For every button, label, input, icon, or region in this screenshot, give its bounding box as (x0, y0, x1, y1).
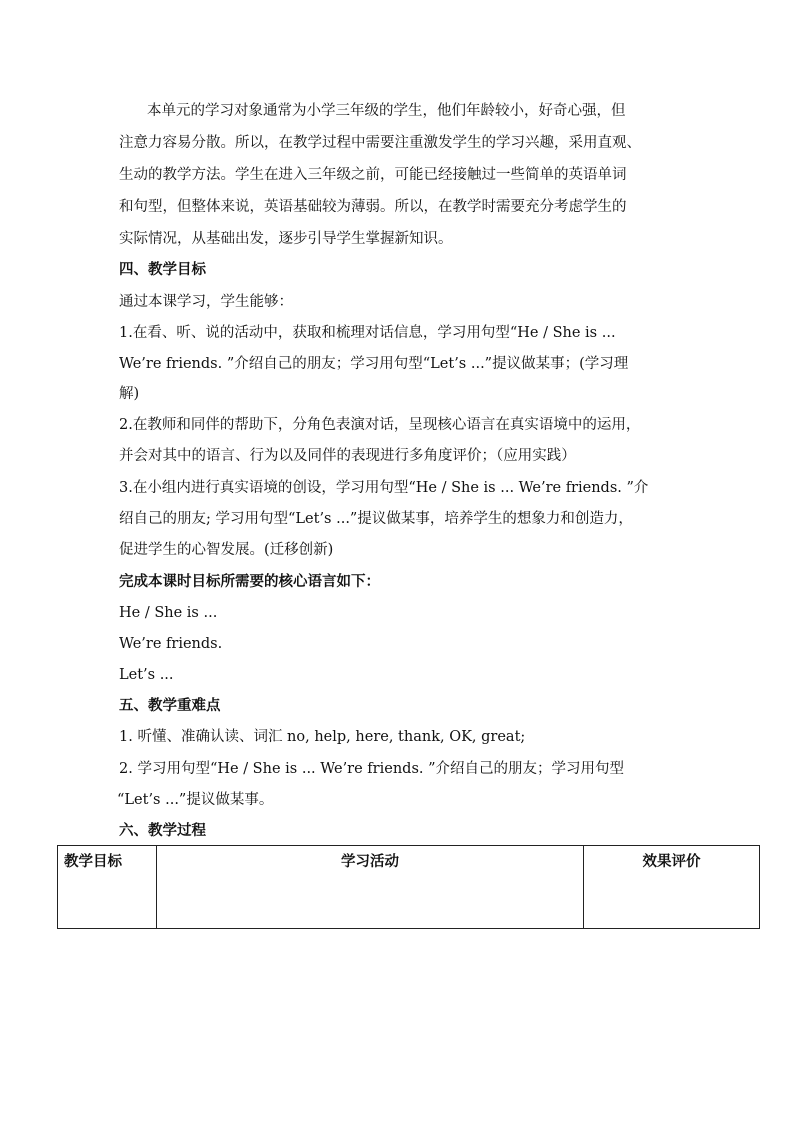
objective-line-3: 解) (119, 386, 140, 402)
objective-line-4: 2.在教师和同伴的帮助下，分角色表演对话，呈现核心语言在真实语境中的运用， (119, 417, 641, 433)
objective-line-2: We’re friends. ”介绍自己的朋友；学习用句型“Let’s ...”提议做某事；(学习理 (119, 356, 629, 372)
table-header-evaluation: 效果评价 (584, 846, 760, 929)
paragraph-line-4: 和句型，但整体来说，英语基础较为薄弱。所以，在教学时需要充分考虑学生的 (119, 199, 627, 215)
key-point-line-1: 1. 听懂、准确认读、词汇 no, help, here, thank, OK, great; (119, 729, 526, 745)
paragraph-line-3: 生动的教学方法。学生在进入三年级之前，可能已经接触过一些简单的英语单词 (119, 167, 627, 183)
teaching-process-table (57, 845, 760, 929)
table-header-objectives: 教学目标 (58, 846, 157, 929)
key-point-line-2: 2. 学习用句型“He / She is ... We’re friends. ”介绍自己的朋友；学习用句型 (119, 761, 625, 777)
table-header-row (58, 846, 760, 929)
objective-line-7: 绍自己的朋友; 学习用句型“Let’s ...”提议做某事，培养学生的想象力和创造力， (119, 511, 633, 527)
core-language-line-1: He / She is ... (119, 605, 218, 621)
paragraph-line-1: 本单元的学习对象通常为小学三年级的学生，他们年龄较小，好奇心强，但 (147, 103, 626, 119)
core-language-line-3: Let’s ... (119, 667, 174, 683)
section-heading-objectives: 四、教学目标 (119, 261, 206, 278)
paragraph-line-2: 注意力容易分散。所以，在教学过程中需要注重激发学生的学习兴趣，采用直观、 (119, 135, 641, 151)
key-point-line-3: “Let’s ...”提议做某事。 (117, 792, 274, 808)
objective-line-1: 1.在看、听、说的活动中，获取和梳理对话信息，学习用句型“He / She is ... (119, 325, 616, 341)
section-heading-key-points: 五、教学重难点 (119, 697, 221, 714)
core-language-line-2: We’re friends. (119, 636, 223, 652)
objective-line-6: 3.在小组内进行真实语境的创设，学习用句型“He / She is ... We’re friends. ”介 (119, 480, 649, 496)
objectives-intro: 通过本课学习，学生能够： (119, 294, 293, 310)
objective-line-5: 并会对其中的语言、行为以及同伴的表现进行多角度评价；（应用实践） (119, 448, 576, 464)
core-language-heading: 完成本课时目标所需要的核心语言如下： (119, 573, 380, 590)
section-heading-process: 六、教学过程 (119, 822, 206, 839)
paragraph-line-5: 实际情况，从基础出发，逐步引导学生掌握新知识。 (119, 231, 453, 247)
table-header-activities: 学习活动 (157, 846, 584, 929)
objective-line-8: 促进学生的心智发展。(迁移创新) (119, 542, 334, 558)
